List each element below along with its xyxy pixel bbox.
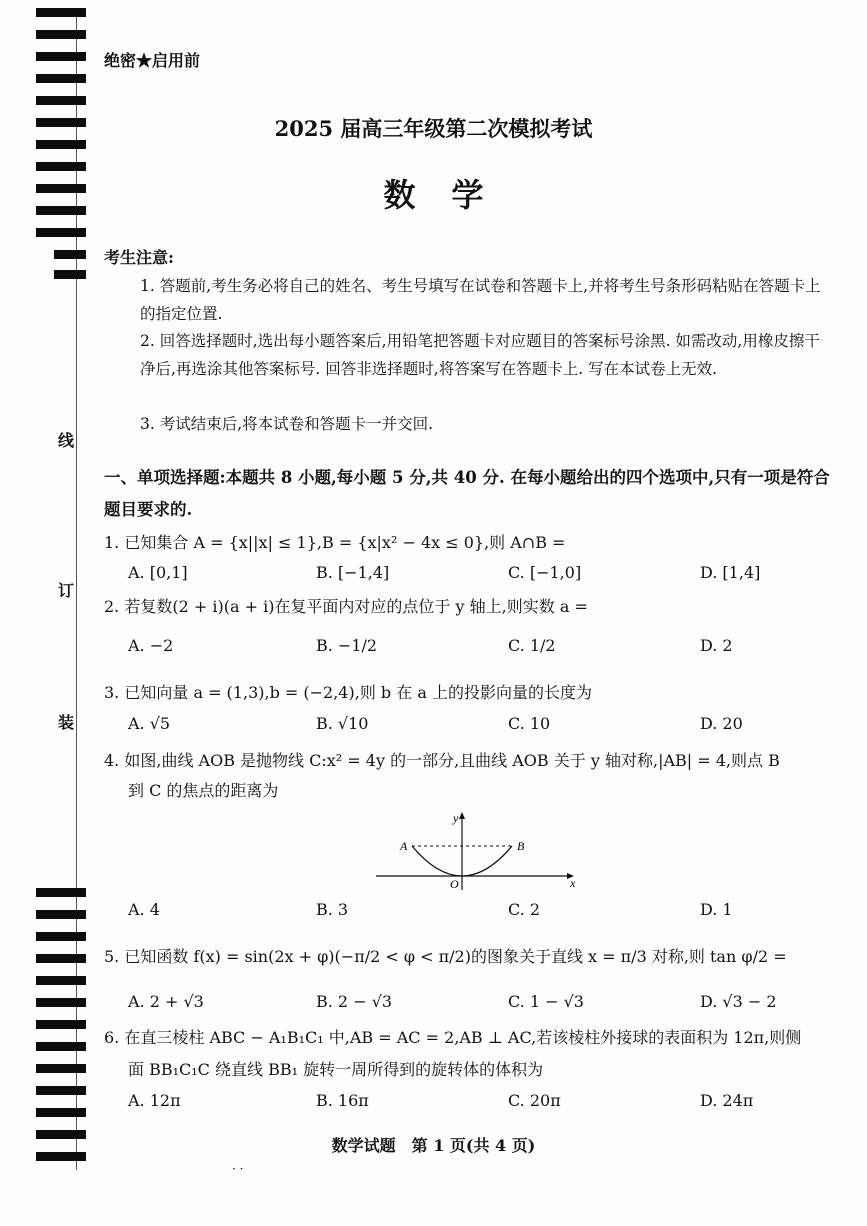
- binding-label-order: 订: [58, 581, 75, 600]
- question-6-option-b: B. 16π: [316, 1091, 369, 1110]
- question-3-stem: 3. 已知向量 a = (1,3),b = (−2,4),则 b 在 a 上的投影向量的长度为: [104, 683, 592, 702]
- question-6-stem-cont: 面 BB₁C₁C 绕直线 BB₁ 旋转一周所得到的旋转体的体积为: [128, 1060, 544, 1079]
- question-1-option-d: D. [1,4]: [700, 563, 761, 582]
- question-3-option-a: A. √5: [128, 714, 171, 733]
- binding-bar: [36, 998, 86, 1007]
- question-6-option-a: A. 12π: [128, 1091, 181, 1110]
- point-b-label: B: [517, 839, 525, 853]
- binding-bar: [36, 954, 86, 963]
- question-5-option-d: D. √3 − 2: [700, 992, 777, 1011]
- question-4-stem: 4. 如图,曲线 AOB 是抛物线 C:x² = 4y 的一部分,且曲线 AOB 关于 y 轴对称,|AB| = 4,则点 B: [104, 751, 780, 770]
- question-5-option-c: C. 1 − √3: [508, 992, 584, 1011]
- binding-bar: [54, 270, 86, 279]
- question-2-option-c: C. 1/2: [508, 636, 556, 655]
- question-6-option-c: C. 20π: [508, 1091, 561, 1110]
- binding-bar: [36, 888, 86, 897]
- question-1-stem: 1. 已知集合 A = {x||x| ≤ 1},B = {x|x² − 4x ≤ 0},则 A∩B =: [104, 533, 566, 552]
- binding-bar: [36, 228, 86, 237]
- binding-bar: [54, 250, 86, 259]
- subject-title: 数学: [383, 176, 520, 214]
- binding-bar: [36, 8, 86, 17]
- question-3-option-c: C. 10: [508, 714, 551, 733]
- question-5-option-b: B. 2 − √3: [316, 992, 393, 1011]
- question-2-option-a: A. −2: [128, 636, 174, 655]
- notice-item-1: 1. 答题前,考生务必将自己的姓名、考生号填写在试卷和答题卡上,并将考生号条形码粘贴在答题卡上的指定位置.: [140, 277, 821, 323]
- question-2-option-d: D. 2: [700, 636, 733, 655]
- question-4-stem-cont: 到 C 的焦点的距离为: [128, 781, 279, 800]
- parabola-figure: [370, 808, 590, 890]
- section-heading: 一、单项选择题:本题共 8 小题,每小题 5 分,共 40 分. 在每小题给出的四个选项中,只有一项是符合题目要求的.: [104, 468, 830, 519]
- question-4-option-b: B. 3: [316, 900, 349, 919]
- binding-bar: [36, 96, 86, 105]
- binding-bar: [36, 1064, 86, 1073]
- binding-label-line: 线: [58, 431, 75, 450]
- y-axis-arrow: [459, 812, 465, 819]
- question-4-option-a: A. 4: [128, 900, 160, 919]
- question-1-option-c: C. [−1,0]: [508, 563, 582, 582]
- question-2-stem: 2. 若复数(2 + i)(a + i)在复平面内对应的点位于 y 轴上,则实数 a =: [104, 597, 588, 616]
- binding-bar: [36, 1020, 86, 1029]
- binding-bar: [36, 932, 86, 941]
- question-5-stem: 5. 已知函数 f(x) = sin(2x + φ)(−π/2 < φ < π/2)的图象关于直线 x = π/3 对称,则 tan φ/2 =: [104, 947, 787, 966]
- point-a-label: A: [400, 839, 408, 853]
- question-1-option-b: B. [−1,4]: [316, 563, 390, 582]
- page-footer: 数学试题 第 1 页(共 4 页): [331, 1136, 536, 1155]
- question-6-stem: 6. 在直三棱柱 ABC − A₁B₁C₁ 中,AB = AC = 2,AB ⊥ AC,若该棱柱外接球的表面积为 12π,则侧: [104, 1028, 802, 1047]
- binding-bar: [36, 52, 86, 61]
- question-3-option-b: B. √10: [316, 714, 369, 733]
- notice-item-2: 2. 回答选择题时,选出每小题答案后,用铅笔把答题卡对应题目的答案标号涂黑. 如需改动,用橡皮擦干净后,再选涂其他答案标号. 回答非选择题时,将答案写在答题卡上. 写在本试卷上无效.: [140, 332, 820, 378]
- origin-label: O: [450, 877, 459, 890]
- binding-bar: [36, 30, 86, 39]
- y-axis-label: y: [453, 811, 459, 825]
- confidential-mark: 绝密★启用前: [104, 51, 201, 70]
- binding-label-bind: 装: [58, 713, 75, 732]
- binding-bar: [36, 1086, 86, 1095]
- binding-bar: [36, 910, 86, 919]
- binding-bar: [36, 1108, 86, 1117]
- question-6-option-d: D. 24π: [700, 1091, 754, 1110]
- question-4-option-c: C. 2: [508, 900, 541, 919]
- question-2-option-b: B. −1/2: [316, 636, 378, 655]
- exam-title: 2025 届高三年级第二次模拟考试: [274, 116, 593, 141]
- binding-bar: [36, 1042, 86, 1051]
- notice-item-3: 3. 考试结束后,将本试卷和答题卡一并交回.: [140, 415, 434, 433]
- question-1-option-a: A. [0,1]: [128, 563, 188, 582]
- question-3-option-d: D. 20: [700, 714, 743, 733]
- x-axis-label: x: [570, 876, 576, 890]
- question-5-option-a: A. 2 + √3: [128, 992, 204, 1011]
- bottom-marks: · ·: [232, 1162, 244, 1176]
- question-4-option-d: D. 1: [700, 900, 733, 919]
- notice-heading: 考生注意:: [104, 248, 174, 267]
- binding-bar: [36, 976, 86, 985]
- binding-bar: [36, 74, 86, 83]
